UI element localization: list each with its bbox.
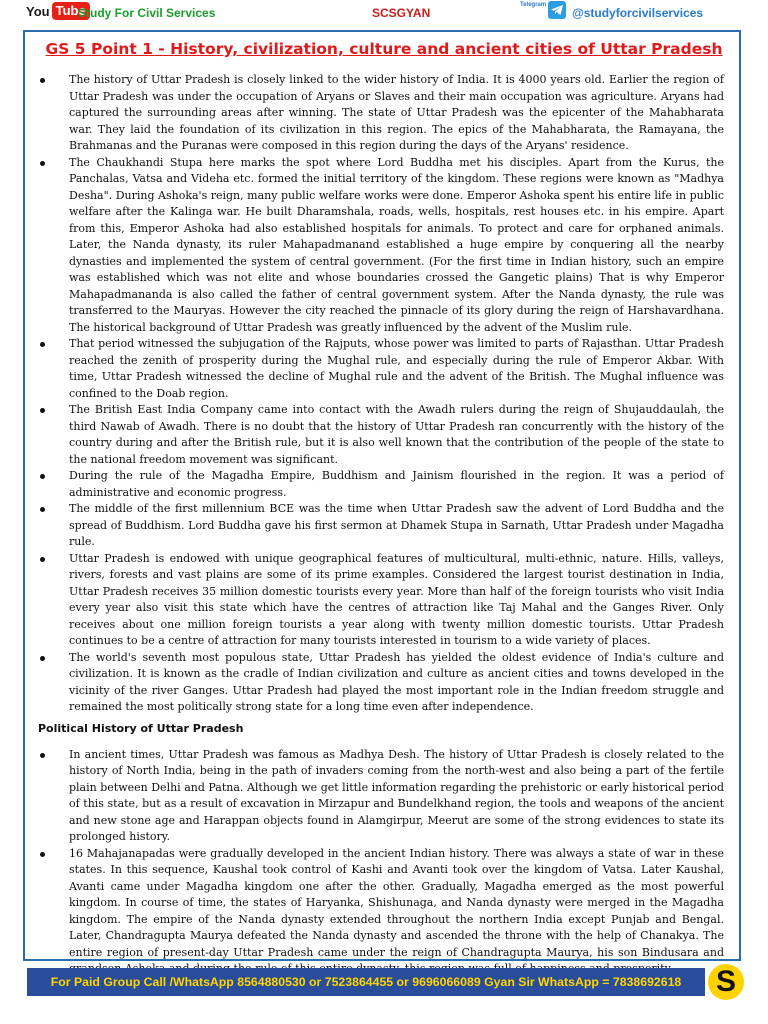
brand-name: SCSGYAN xyxy=(372,6,431,20)
bullet-item: The Chaukhandi Stupa here marks the spot where Lord Buddha met his disciples. Apart from the Kurus, the Panchalas, Vatsa and Videha etc. formed the initial territory of the kingdom. These regions were known as "Madhya Desha". During Ashoka's reign, many public welfare works were done. Emperor Ashoka spent his entire life in public welfare after the Kalinga war. He built Dharamshala, roads, wells, hospitals, rest houses etc. in his empire. Apart from this, Emperor Ashoka had also established hospitals for animals. To protect and care for orphaned animals. Later, the Nanda dynasty, its ruler Mahapadmanand established a huge empire by conquering all the nearby dynasties and implemented the system of central government. (For the first time in Indian history, such an empire was established which was not elite and whose boundaries crossed the Gangetic plains) That is why Emperor Mahapadmananda is also called the father of central government system. After the Nanda dynasty, the rule was transferred to the Mauryas. However the city reached the pinnacle of its glory during the reign of Harshavardhana. The historical background of Uttar Pradesh was greatly influenced by the advent of the Muslim rule. xyxy=(34,155,724,337)
page-title: GS 5 Point 1 - History, civilization, culture and ancient cities of Uttar Pradesh xyxy=(45,40,723,58)
footer-banner: For Paid Group Call /WhatsApp 8564880530 or 7523864455 or 9696066089 Gyan Sir WhatsApp = 7838692618 xyxy=(27,968,705,996)
youtube-logo-tube: Tube xyxy=(52,2,90,20)
telegram-label: Telegram xyxy=(520,2,547,8)
page-header xyxy=(0,0,768,26)
bullet-item: That period witnessed the subjugation of the Rajputs, whose power was limited to parts of Rajasthan. Uttar Pradesh reached the zenith of prosperity during the Mughal rule, and especially during the rule of Emperor Akbar. With time, Uttar Pradesh witnessed the decline of Mughal rule and the advent of the British. The Mughal influence was confined to the Doab region. xyxy=(34,336,724,402)
telegram-handle[interactable]: @studyforcivilservices xyxy=(572,6,704,20)
bullet-item: The British East India Company came into contact with the Awadh rulers during the reign of Shujauddaulah, the third Nawab of Awadh. There is no doubt that the history of Uttar Pradesh ran concurrently with the history of the country during and after the British rule, but it is also well known that the contribution of the people of the state to the national freedom movement was significant. xyxy=(34,402,724,468)
bullet-item: The world's seventh most populous state, Uttar Pradesh has yielded the oldest evidence of India's culture and civilization. It is known as the cradle of Indian civilization and culture as ancient cities and towns developed in the vicinity of the river Ganges. Uttar Pradesh had played the most important role in the Indian freedom struggle and remained the most politically strong state for a long time even after independence. xyxy=(34,650,724,716)
bullet-item: The middle of the first millennium BCE was the time when Uttar Pradesh saw the advent of Lord Buddha and the spread of Buddhism. Lord Buddha gave his first sermon at Dhamek Stupa in Sarnath, Uttar Pradesh under Magadha rule. xyxy=(34,501,724,551)
history-bullet-list xyxy=(34,72,724,716)
bullet-item: During the rule of the Magadha Empire, Buddhism and Jainism flourished in the region. It was a period of administrative and economic progress. xyxy=(34,468,724,501)
telegram-icon[interactable] xyxy=(548,1,566,19)
youtube-logo-word: You xyxy=(26,3,50,19)
bullet-item: The history of Uttar Pradesh is closely linked to the wider history of India. It is 4000 years old. Earlier the region of Uttar Pradesh was under the occupation of Aryans or Slaves and their main occupation was agriculture. Aryans had captured the surrounding areas after winning. The state of Uttar Pradesh was the epicenter of the Mahabharata war. They laid the foundation of its civilization in this region. The epics of the Mahabharata, the Ramayana, the Brahmanas and the Puranas were composed in this region during the days of the Aryans' residence. xyxy=(34,72,724,155)
document-body xyxy=(34,72,724,978)
bullet-item: 16 Mahajanapadas were gradually developed in the ancient Indian history. There was always a state of war in these states. In this sequence, Kaushal took control of Kashi and Avanti took over the kingdom of Vatsa. Later Kaushal, Avanti came under Magadha kingdom one after the other. Gradually, Magadha emerged as the most powerful kingdom. In course of time, the states of Haryanka, Shishunaga, and Nanda dynasty were merged in the Magadha kingdom. The empire of the Nanda dynasty extended throughout the northern India except Punjab and Bengal. Later, Chandragupta Maurya defeated the Nanda dynasty and ascended the throne with the help of Chanakya. The entire region of present-day Uttar Pradesh came under the reign of Chandragupta Maurya, his son Bindusara and xyxy=(34,846,724,978)
bullet-item: In ancient times, Uttar Pradesh was famous as Madhya Desh. The history of Uttar Pradesh is closely related to the history of North India, being in the path of invaders coming from the north-west and also being a part of the fertile plain between Delhi and Patna. Although we get little information regarding the prehistoric or early historical period of this state, but as a result of excavation in Mirzapur and Bundelkhand region, the tools and weapons of the ancient and new stone age and Harappan objects found in Alamgirpur, Meerut are some of the strong evidences to state its prolonged history. xyxy=(34,747,724,846)
channel-name: Study For Civil Services xyxy=(78,6,216,20)
political-history-bullet-list xyxy=(34,747,724,978)
bullet-item: Uttar Pradesh is endowed with unique geographical features of multicultural, multi-ethnic, nature. Hills, valleys, rivers, forests and vast plains are some of its prime examples. Considered the largest tourist destination in India, Uttar Pradesh receives 35 million domestic tourists every year. More than half of the foreign tourists who visit India every year also visit this state which have the centres of attraction like Taj Mahal and the Ganges River. Only receives about one million foreign tourists a year along with twenty million domestic tourists. Uttar Pradesh continues to be a centre of attraction for many tourists interested in tourism to a wide variety of places. xyxy=(34,551,724,650)
s-logo-badge: S xyxy=(708,964,744,1000)
section-heading: Political History of Uttar Pradesh xyxy=(38,721,244,735)
